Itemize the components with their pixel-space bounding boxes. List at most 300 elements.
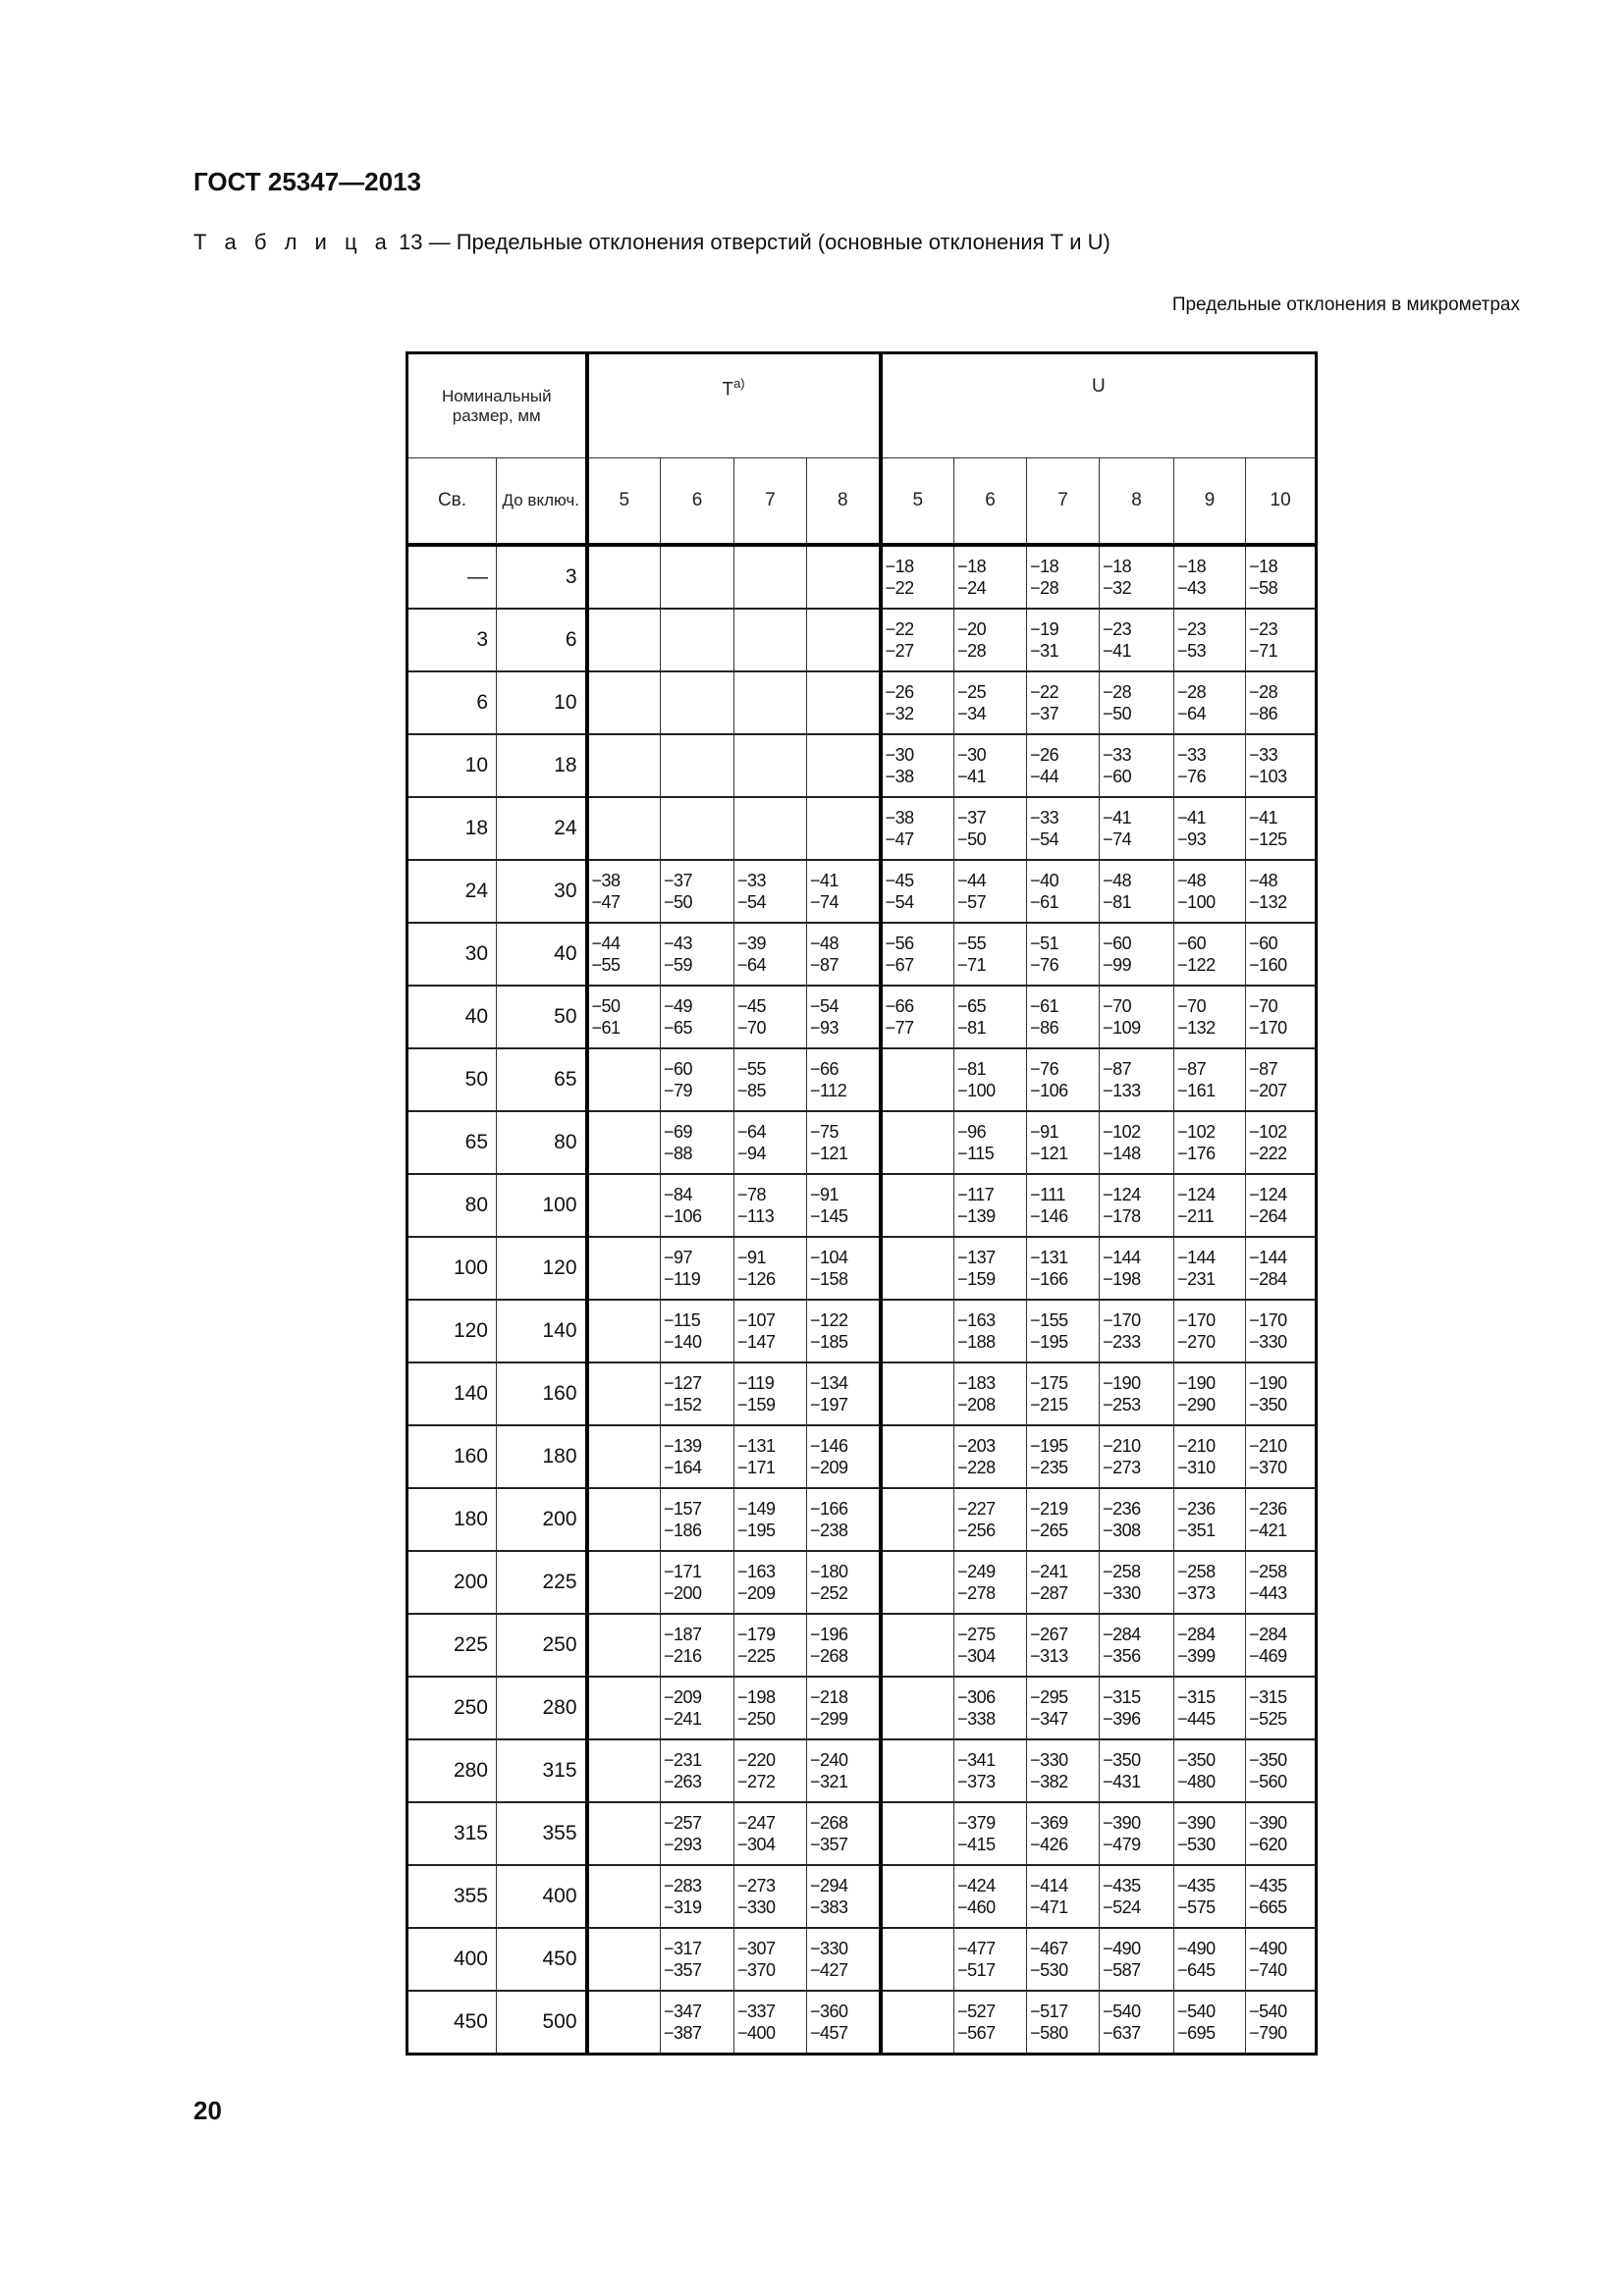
table-row: [407, 1991, 1317, 2055]
lower-deviation: −147: [737, 1332, 776, 1352]
lower-deviation: −74: [810, 892, 839, 912]
cell-u-8: [1100, 1174, 1174, 1237]
upper-deviation: −102: [1103, 1122, 1141, 1142]
upper-deviation: −96: [957, 1122, 987, 1142]
table-row: [407, 1739, 1317, 1802]
cell-u-5: [881, 797, 954, 860]
cell-u-7: [1027, 1048, 1100, 1111]
cell-u-8: [1100, 1614, 1174, 1677]
upper-deviation: −175: [1030, 1373, 1068, 1393]
grade-t-6: 6: [661, 458, 734, 546]
lower-deviation: −695: [1177, 2023, 1216, 2043]
cell-t-6: [661, 545, 734, 609]
lower-deviation: −479: [1103, 1835, 1141, 1854]
lower-deviation: −47: [591, 892, 621, 912]
upper-deviation: −124: [1177, 1185, 1216, 1204]
lower-deviation: −34: [957, 704, 987, 723]
cell-t-8: [807, 1362, 881, 1425]
upper-deviation: −144: [1177, 1248, 1216, 1267]
cell-u-5: [881, 986, 954, 1048]
lower-deviation: −471: [1030, 1897, 1068, 1917]
cell-u-7: [1027, 1425, 1100, 1488]
cell-u-6: [954, 860, 1027, 923]
lower-deviation: −208: [957, 1395, 996, 1415]
upper-deviation: −28: [1103, 682, 1132, 702]
upper-deviation: −210: [1177, 1436, 1216, 1456]
upper-deviation: −350: [1103, 1750, 1141, 1770]
cell-t-7: [734, 1111, 807, 1174]
lower-deviation: −256: [957, 1521, 996, 1540]
upper-deviation: −91: [1030, 1122, 1059, 1142]
cell-u-10: [1246, 545, 1317, 609]
lower-deviation: −790: [1249, 2023, 1287, 2043]
upper-deviation: −55: [737, 1059, 767, 1079]
upper-deviation: −490: [1249, 1939, 1287, 1958]
lower-deviation: −122: [1177, 955, 1216, 975]
size-from: 250: [407, 1677, 497, 1739]
cell-u-10: [1246, 671, 1317, 734]
lower-deviation: −65: [664, 1018, 693, 1038]
cell-u-9: [1174, 797, 1246, 860]
cell-u-7: [1027, 1362, 1100, 1425]
cell-u-5: [881, 545, 954, 609]
lower-deviation: −60: [1103, 767, 1132, 786]
cell-t-8: [807, 1111, 881, 1174]
cell-u-8: [1100, 860, 1174, 923]
upper-deviation: −70: [1177, 996, 1207, 1016]
lower-deviation: −400: [737, 2023, 776, 2043]
cell-u-9: [1174, 1111, 1246, 1174]
lower-deviation: −81: [1103, 892, 1132, 912]
cell-u-7: [1027, 1111, 1100, 1174]
upper-deviation: −102: [1177, 1122, 1216, 1142]
cell-t-5: [587, 1739, 661, 1802]
upper-deviation: −33: [737, 871, 767, 890]
size-to: 180: [497, 1425, 587, 1488]
lower-deviation: −119: [664, 1269, 701, 1289]
upper-deviation: −45: [737, 996, 767, 1016]
cell-t-6: [661, 1614, 734, 1677]
cell-u-6: [954, 734, 1027, 797]
lower-deviation: −216: [664, 1646, 702, 1666]
cell-t-8: [807, 1237, 881, 1300]
upper-deviation: −23: [1103, 619, 1132, 639]
upper-deviation: −81: [957, 1059, 987, 1079]
table-row: [407, 1488, 1317, 1551]
cell-u-7: [1027, 797, 1100, 860]
nominal-size-header: Номинальный размер, мм: [407, 353, 587, 458]
upper-deviation: −137: [957, 1248, 996, 1267]
cell-t-8: [807, 1614, 881, 1677]
lower-deviation: −645: [1177, 1960, 1216, 1980]
cell-u-10: [1246, 1300, 1317, 1362]
page-number: 20: [193, 2096, 222, 2125]
size-from: 40: [407, 986, 497, 1048]
lower-deviation: −71: [1249, 641, 1278, 661]
upper-deviation: −49: [664, 996, 693, 1016]
upper-deviation: −390: [1249, 1813, 1287, 1833]
lower-deviation: −106: [664, 1206, 702, 1226]
upper-deviation: −48: [1249, 871, 1278, 890]
upper-deviation: −295: [1030, 1687, 1068, 1707]
cell-t-6: [661, 986, 734, 1048]
lower-deviation: −338: [957, 1709, 996, 1729]
upper-deviation: −220: [737, 1750, 776, 1770]
upper-deviation: −33: [1103, 745, 1132, 765]
upper-deviation: −490: [1177, 1939, 1216, 1958]
lower-deviation: −270: [1177, 1332, 1216, 1352]
cell-t-8: [807, 1488, 881, 1551]
cell-u-7: [1027, 545, 1100, 609]
cell-u-9: [1174, 1677, 1246, 1739]
upper-deviation: −124: [1103, 1185, 1141, 1204]
lower-deviation: −64: [737, 955, 767, 975]
lower-deviation: −198: [1103, 1269, 1141, 1289]
cell-u-5: [881, 1677, 954, 1739]
upper-deviation: −195: [1030, 1436, 1068, 1456]
grade-t-8: 8: [807, 458, 881, 546]
table-row: [407, 860, 1317, 923]
upper-deviation: −268: [810, 1813, 848, 1833]
cell-u-8: [1100, 1425, 1174, 1488]
upper-deviation: −330: [810, 1939, 848, 1958]
cell-u-9: [1174, 734, 1246, 797]
lower-deviation: −79: [664, 1081, 693, 1100]
cell-t-8: [807, 797, 881, 860]
upper-deviation: −424: [957, 1876, 996, 1896]
upper-deviation: −87: [1177, 1059, 1207, 1079]
upper-deviation: −87: [1103, 1059, 1132, 1079]
table-row: [407, 1048, 1317, 1111]
lower-deviation: −54: [885, 892, 914, 912]
lower-deviation: −273: [1103, 1458, 1141, 1477]
lower-deviation: −215: [1030, 1395, 1068, 1415]
cell-u-7: [1027, 1614, 1100, 1677]
lower-deviation: −347: [1030, 1709, 1068, 1729]
cell-t-5: [587, 986, 661, 1048]
lower-deviation: −115: [957, 1144, 995, 1163]
lower-deviation: −113: [737, 1206, 775, 1226]
upper-deviation: −48: [1177, 871, 1207, 890]
cell-t-6: [661, 1174, 734, 1237]
size-from: 450: [407, 1991, 497, 2055]
cell-t-5: [587, 1237, 661, 1300]
upper-deviation: −37: [664, 871, 693, 890]
lower-deviation: −106: [1030, 1081, 1068, 1100]
size-from: 80: [407, 1174, 497, 1237]
upper-deviation: −84: [664, 1185, 693, 1204]
lower-deviation: −431: [1103, 1772, 1141, 1791]
cell-u-10: [1246, 986, 1317, 1048]
size-to: 100: [497, 1174, 587, 1237]
cell-t-8: [807, 1551, 881, 1614]
upper-deviation: −196: [810, 1625, 848, 1644]
cell-t-6: [661, 1928, 734, 1991]
lower-deviation: −159: [957, 1269, 996, 1289]
cell-t-5: [587, 1865, 661, 1928]
cell-u-6: [954, 1551, 1027, 1614]
cell-t-5: [587, 860, 661, 923]
lower-deviation: −567: [957, 2023, 996, 2043]
lower-deviation: −125: [1249, 829, 1287, 849]
cell-t-7: [734, 1991, 807, 2055]
upper-deviation: −25: [957, 682, 987, 702]
cell-u-7: [1027, 1300, 1100, 1362]
upper-deviation: −43: [664, 934, 693, 953]
cell-t-5: [587, 797, 661, 860]
upper-deviation: −64: [737, 1122, 767, 1142]
cell-t-7: [734, 671, 807, 734]
cell-u-8: [1100, 545, 1174, 609]
table-caption: [193, 230, 1110, 255]
upper-deviation: −231: [664, 1750, 702, 1770]
upper-deviation: −179: [737, 1625, 776, 1644]
lower-deviation: −121: [1030, 1144, 1068, 1163]
upper-deviation: −33: [1030, 808, 1059, 828]
cell-t-8: [807, 1174, 881, 1237]
lower-deviation: −575: [1177, 1897, 1216, 1917]
upper-deviation: −20: [957, 619, 987, 639]
cell-u-10: [1246, 860, 1317, 923]
lower-deviation: −330: [737, 1897, 776, 1917]
cell-u-7: [1027, 1928, 1100, 1991]
lower-deviation: −44: [1030, 767, 1059, 786]
upper-deviation: −111: [1030, 1185, 1065, 1204]
upper-deviation: −241: [1030, 1562, 1068, 1581]
cell-u-8: [1100, 609, 1174, 671]
size-to: 18: [497, 734, 587, 797]
cell-u-9: [1174, 545, 1246, 609]
upper-deviation: −144: [1249, 1248, 1287, 1267]
lower-deviation: −580: [1030, 2023, 1068, 2043]
cell-u-6: [954, 1237, 1027, 1300]
lower-deviation: −109: [1103, 1018, 1141, 1038]
cell-t-5: [587, 1488, 661, 1551]
col-to-header: До включ.: [497, 458, 587, 546]
cell-t-7: [734, 545, 807, 609]
upper-deviation: −55: [957, 934, 987, 953]
lower-deviation: −207: [1249, 1081, 1287, 1100]
upper-deviation: −273: [737, 1876, 776, 1896]
lower-deviation: −284: [1249, 1269, 1287, 1289]
cell-u-7: [1027, 671, 1100, 734]
upper-deviation: −127: [664, 1373, 702, 1393]
cell-u-5: [881, 1111, 954, 1174]
cell-t-5: [587, 1614, 661, 1677]
group-t-label: Т: [722, 379, 734, 400]
upper-deviation: −163: [957, 1310, 996, 1330]
upper-deviation: −23: [1177, 619, 1207, 639]
lower-deviation: −427: [810, 1960, 848, 1980]
upper-deviation: −236: [1177, 1499, 1216, 1519]
cell-t-7: [734, 1174, 807, 1237]
lower-deviation: −357: [810, 1835, 848, 1854]
lower-deviation: −268: [810, 1646, 848, 1666]
cell-u-6: [954, 1802, 1027, 1865]
table-row: [407, 1111, 1317, 1174]
upper-deviation: −187: [664, 1625, 702, 1644]
upper-deviation: −26: [885, 682, 914, 702]
lower-deviation: −443: [1249, 1583, 1287, 1603]
lower-deviation: −319: [664, 1897, 702, 1917]
cell-u-10: [1246, 1928, 1317, 1991]
size-to: 160: [497, 1362, 587, 1425]
cell-u-8: [1100, 734, 1174, 797]
cell-u-6: [954, 545, 1027, 609]
lower-deviation: −100: [1177, 892, 1216, 912]
size-from: 10: [407, 734, 497, 797]
lower-deviation: −41: [957, 767, 987, 786]
upper-deviation: −18: [957, 557, 987, 576]
upper-deviation: −209: [664, 1687, 702, 1707]
upper-deviation: −294: [810, 1876, 848, 1896]
lower-deviation: −94: [737, 1144, 767, 1163]
upper-deviation: −91: [810, 1185, 839, 1204]
cell-u-7: [1027, 1739, 1100, 1802]
cell-t-8: [807, 609, 881, 671]
units-note: Предельные отклонения в микрометрах: [1171, 294, 1520, 315]
cell-t-7: [734, 923, 807, 986]
lower-deviation: −112: [810, 1081, 847, 1100]
cell-u-6: [954, 1739, 1027, 1802]
size-from: 3: [407, 609, 497, 671]
cell-t-8: [807, 1739, 881, 1802]
cell-u-7: [1027, 1174, 1100, 1237]
upper-deviation: −198: [737, 1687, 776, 1707]
upper-deviation: −163: [737, 1562, 776, 1581]
upper-deviation: −66: [885, 996, 914, 1016]
size-to: 65: [497, 1048, 587, 1111]
lower-deviation: −188: [957, 1332, 996, 1352]
upper-deviation: −44: [591, 934, 621, 953]
cell-t-6: [661, 923, 734, 986]
upper-deviation: −30: [885, 745, 914, 765]
cell-t-8: [807, 545, 881, 609]
size-to: 315: [497, 1739, 587, 1802]
cell-u-9: [1174, 986, 1246, 1048]
lower-deviation: −133: [1103, 1081, 1141, 1100]
cell-t-5: [587, 609, 661, 671]
grade-t-5: 5: [587, 458, 661, 546]
lower-deviation: −356: [1103, 1646, 1141, 1666]
cell-u-10: [1246, 1739, 1317, 1802]
cell-t-6: [661, 1237, 734, 1300]
lower-deviation: −310: [1177, 1458, 1216, 1477]
cell-t-7: [734, 1739, 807, 1802]
table-row: [407, 1677, 1317, 1739]
lower-deviation: −185: [810, 1332, 848, 1352]
size-from: 225: [407, 1614, 497, 1677]
upper-deviation: −119: [737, 1373, 775, 1393]
cell-u-9: [1174, 1300, 1246, 1362]
lower-deviation: −460: [957, 1897, 996, 1917]
upper-deviation: −170: [1103, 1310, 1141, 1330]
upper-deviation: −60: [1249, 934, 1278, 953]
size-from: 100: [407, 1237, 497, 1300]
lower-deviation: −88: [664, 1144, 693, 1163]
lower-deviation: −387: [664, 2023, 702, 2043]
cell-t-8: [807, 734, 881, 797]
cell-t-7: [734, 1488, 807, 1551]
upper-deviation: −190: [1249, 1373, 1287, 1393]
lower-deviation: −87: [810, 955, 839, 975]
lower-deviation: −211: [1177, 1206, 1215, 1226]
cell-u-8: [1100, 1300, 1174, 1362]
lower-deviation: −43: [1177, 578, 1207, 598]
lower-deviation: −321: [810, 1772, 848, 1791]
size-to: 225: [497, 1551, 587, 1614]
lower-deviation: −517: [957, 1960, 996, 1980]
lower-deviation: −421: [1249, 1521, 1287, 1540]
cell-t-6: [661, 797, 734, 860]
upper-deviation: −131: [737, 1436, 776, 1456]
size-from: 30: [407, 923, 497, 986]
cell-t-7: [734, 1614, 807, 1677]
lower-deviation: −308: [1103, 1521, 1141, 1540]
upper-deviation: −275: [957, 1625, 996, 1644]
lower-deviation: −238: [810, 1521, 848, 1540]
upper-deviation: −284: [1103, 1625, 1141, 1644]
lower-deviation: −197: [810, 1395, 848, 1415]
lower-deviation: −100: [957, 1081, 996, 1100]
lower-deviation: −195: [737, 1521, 776, 1540]
cell-t-6: [661, 1865, 734, 1928]
lower-deviation: −264: [1249, 1206, 1287, 1226]
lower-deviation: −272: [737, 1772, 776, 1791]
group-t-footnote: а): [733, 376, 745, 391]
upper-deviation: −18: [885, 557, 914, 576]
upper-deviation: −435: [1249, 1876, 1287, 1896]
lower-deviation: −54: [737, 892, 767, 912]
lower-deviation: −145: [810, 1206, 848, 1226]
upper-deviation: −236: [1103, 1499, 1141, 1519]
cell-t-6: [661, 1048, 734, 1111]
upper-deviation: −131: [1030, 1248, 1068, 1267]
cell-u-6: [954, 923, 1027, 986]
cell-u-9: [1174, 923, 1246, 986]
lower-deviation: −159: [737, 1395, 776, 1415]
cell-t-7: [734, 734, 807, 797]
upper-deviation: −60: [1177, 934, 1207, 953]
lower-deviation: −222: [1249, 1144, 1287, 1163]
cell-u-7: [1027, 860, 1100, 923]
cell-u-8: [1100, 1739, 1174, 1802]
lower-deviation: −50: [1103, 704, 1132, 723]
lower-deviation: −152: [664, 1395, 702, 1415]
cell-u-10: [1246, 609, 1317, 671]
cell-t-5: [587, 1991, 661, 2055]
lower-deviation: −382: [1030, 1772, 1068, 1791]
size-to: 6: [497, 609, 587, 671]
size-to: 3: [497, 545, 587, 609]
size-from: 280: [407, 1739, 497, 1802]
upper-deviation: −144: [1103, 1248, 1141, 1267]
lower-deviation: −158: [810, 1269, 848, 1289]
lower-deviation: −178: [1103, 1206, 1141, 1226]
group-t-header: [587, 353, 881, 458]
lower-deviation: −299: [810, 1709, 848, 1729]
cell-t-6: [661, 1111, 734, 1174]
upper-deviation: −284: [1177, 1625, 1216, 1644]
upper-deviation: −102: [1249, 1122, 1287, 1142]
lower-deviation: −445: [1177, 1709, 1216, 1729]
lower-deviation: −176: [1177, 1144, 1216, 1163]
upper-deviation: −467: [1030, 1939, 1068, 1958]
lower-deviation: −241: [664, 1709, 702, 1729]
upper-deviation: −56: [885, 934, 914, 953]
size-to: 40: [497, 923, 587, 986]
lower-deviation: −67: [885, 955, 914, 975]
